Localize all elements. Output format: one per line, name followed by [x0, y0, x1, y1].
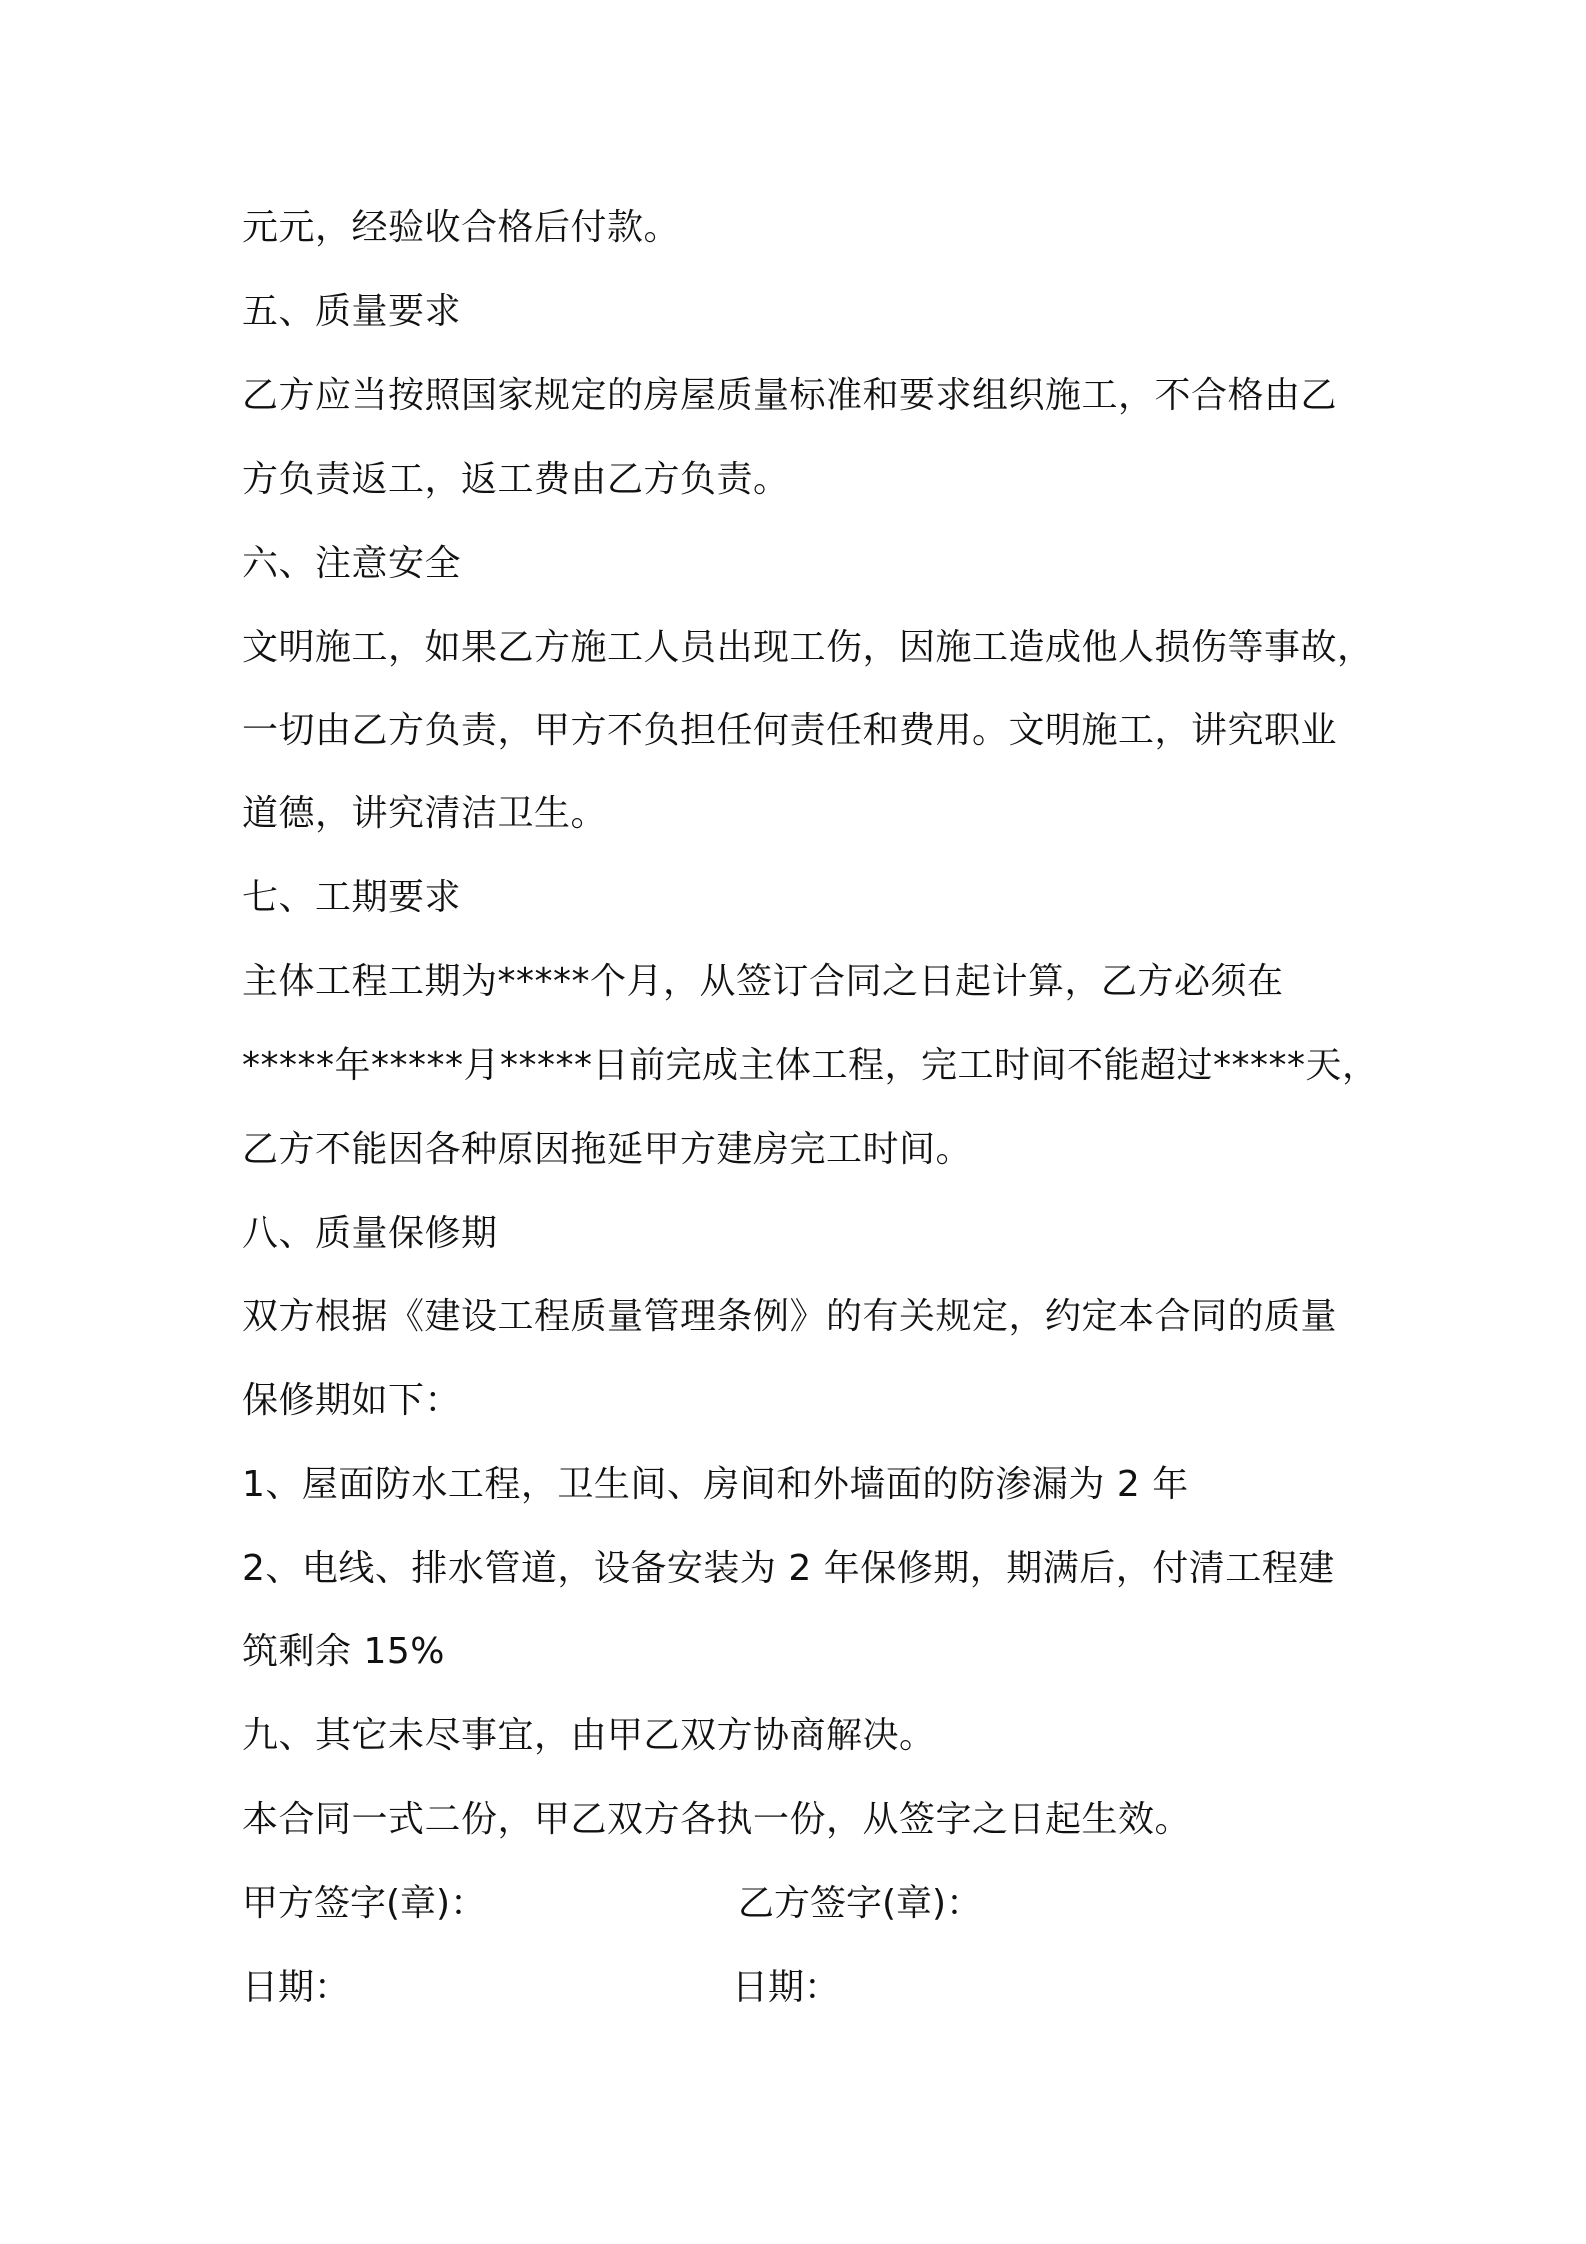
section-heading-quality: 五、质量要求 [242, 291, 462, 332]
paragraph-line: 一切由乙方负责，甲方不负担任何责任和费用。文明施工，讲究职业 [242, 710, 1338, 751]
section-heading-other: 九、其它未尽事宜，由甲乙双方协商解决。 [242, 1715, 936, 1756]
paragraph-line: 道德，讲究清洁卫生。 [242, 793, 608, 834]
paragraph-line: 筑剩余 15% [242, 1631, 445, 1672]
paragraph-line: 乙方应当按照国家规定的房屋质量标准和要求组织施工，不合格由乙 [242, 375, 1338, 416]
paragraph-line: 双方根据《建设工程质量管理条例》的有关规定，约定本合同的质量 [242, 1296, 1338, 1337]
paragraph-line: 方负责返工，返工费由乙方负责。 [242, 459, 790, 500]
paragraph-line: 本合同一式二份，甲乙双方各执一份，从签字之日起生效。 [242, 1799, 1192, 1840]
paragraph-line: 保修期如下： [242, 1380, 462, 1421]
section-heading-warranty: 八、质量保修期 [242, 1213, 498, 1254]
paragraph-line: *****年*****月*****日前完成主体工程，完工时间不能超过*****天， [242, 1045, 1379, 1086]
paragraph-line: 元元，经验收合格后付款。 [242, 207, 681, 248]
party-a-signature-label: 甲方签字(章)： [242, 1883, 487, 1924]
party-b-signature-label: 乙方签字(章)： [738, 1883, 983, 1924]
paragraph-line: 文明施工，如果乙方施工人员出现工伤，因施工造成他人损伤等事故， [242, 627, 1374, 668]
party-b-date-label: 日期： [732, 1967, 841, 2008]
list-item: 2、电线、排水管道，设备安装为 2 年保修期，期满后，付清工程建 [242, 1548, 1335, 1589]
section-heading-safety: 六、注意安全 [242, 543, 462, 584]
section-heading-schedule: 七、工期要求 [242, 877, 462, 918]
list-item: 1、屋面防水工程，卫生间、房间和外墙面的防渗漏为 2 年 [242, 1464, 1189, 1505]
paragraph-line: 主体工程工期为*****个月，从签订合同之日起计算，乙方必须在 [242, 961, 1284, 1002]
party-a-date-label: 日期： [242, 1967, 351, 2008]
paragraph-line: 乙方不能因各种原因拖延甲方建房完工时间。 [242, 1129, 973, 1170]
